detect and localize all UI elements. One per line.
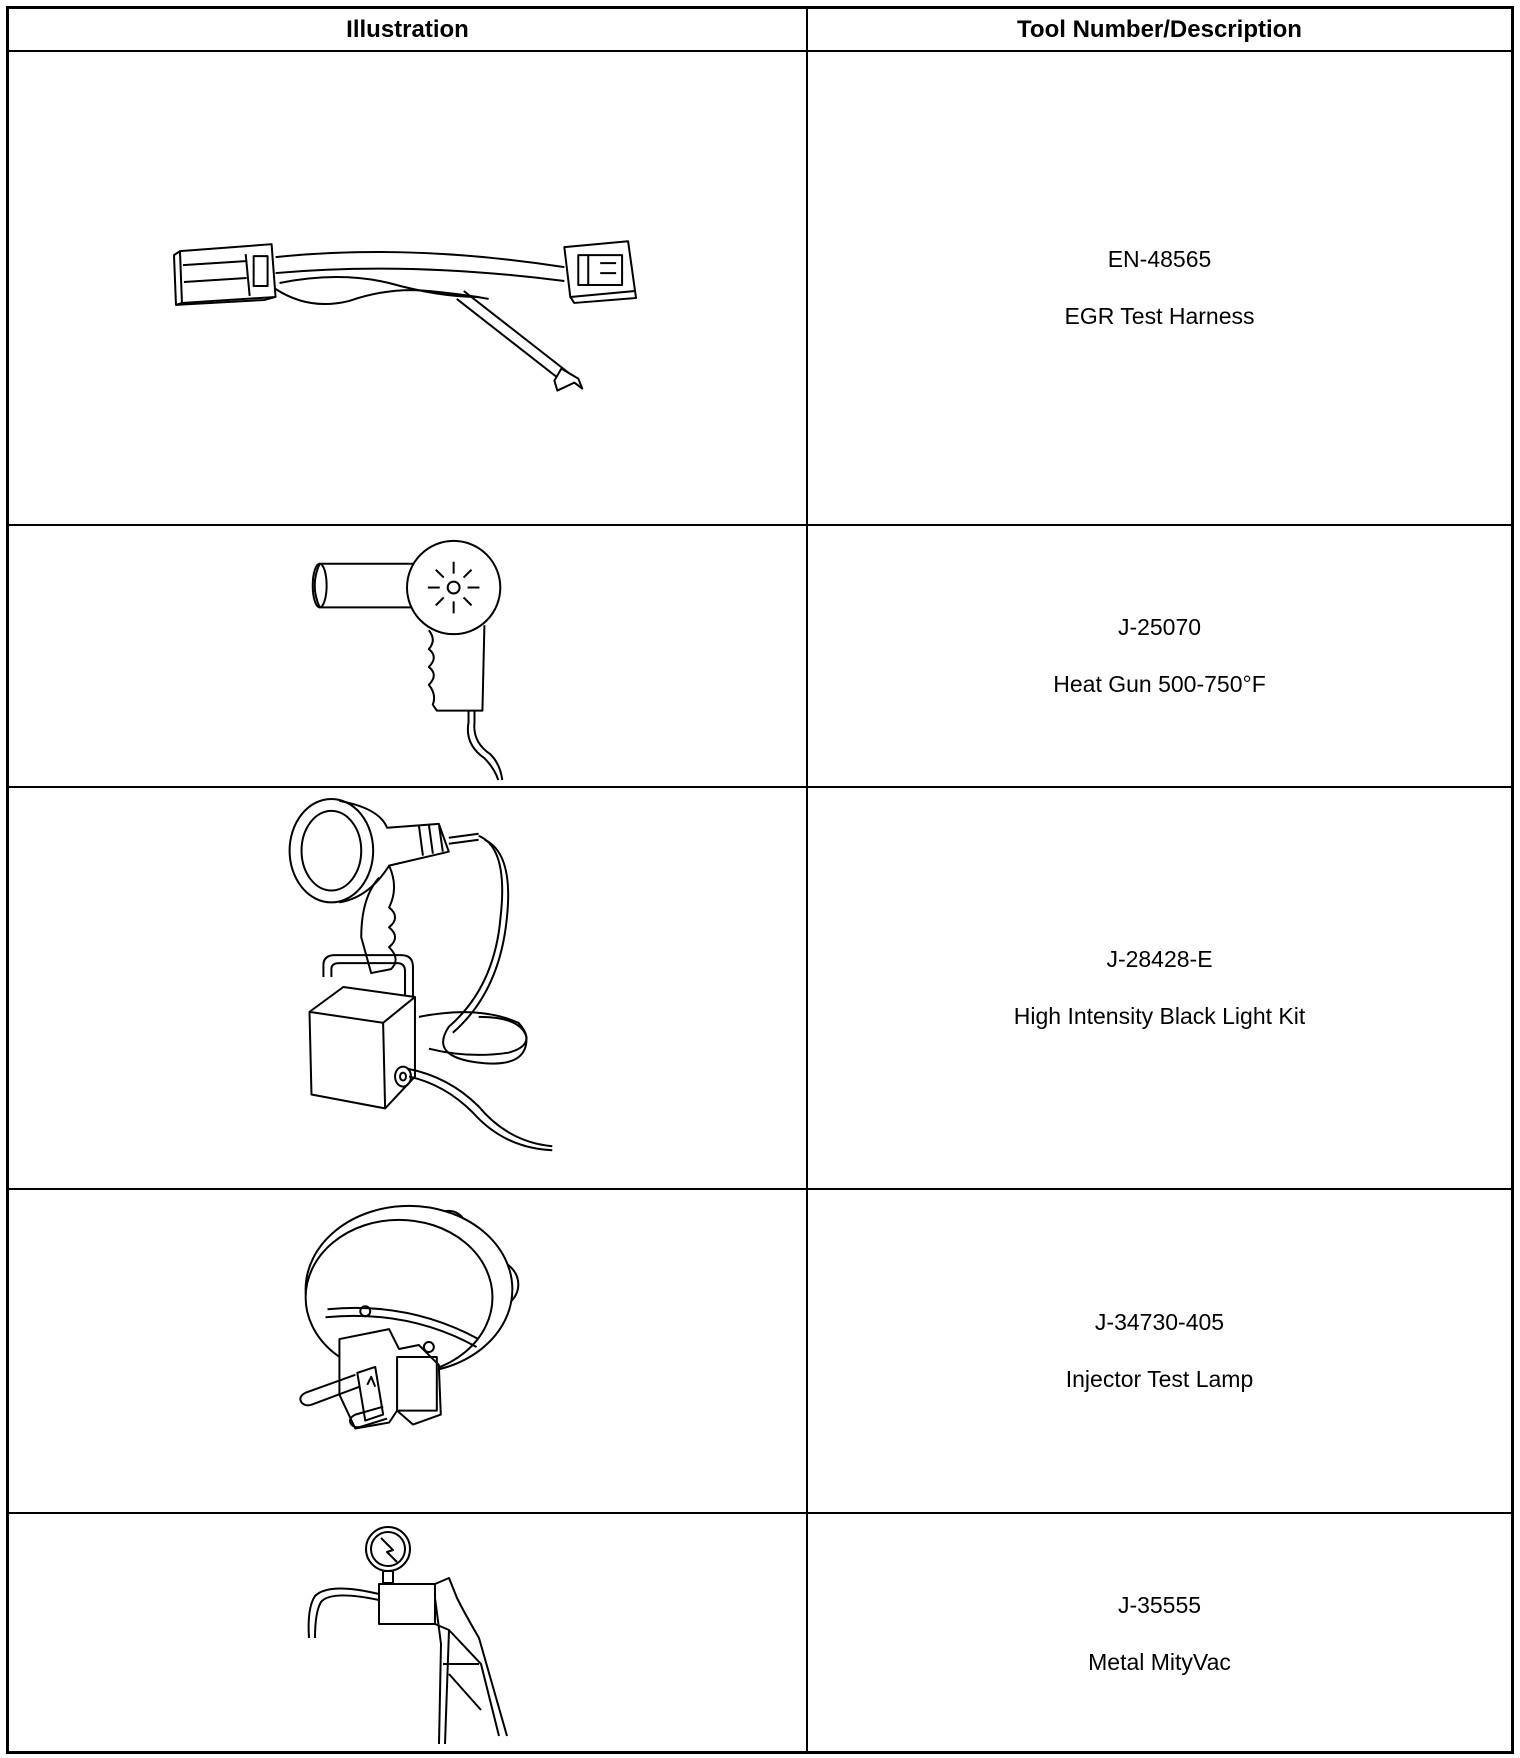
black-light-kit-illustration xyxy=(9,788,806,1188)
tool-description: EGR Test Harness xyxy=(1064,303,1255,329)
table-row xyxy=(9,526,1511,788)
header-illustration: Illustration xyxy=(346,15,469,43)
tool-description-cell xyxy=(808,788,1511,1188)
table-header xyxy=(9,9,1511,52)
tool-description-cell xyxy=(808,1190,1511,1512)
tool-number: J-25070 xyxy=(1117,614,1202,640)
tool-number: J-28428-E xyxy=(1106,946,1213,972)
tool-description: Metal MityVac xyxy=(1088,1649,1231,1675)
tool-description-cell xyxy=(808,52,1511,524)
header-tool-number-description: Tool Number/Description xyxy=(1017,15,1302,43)
tool-number: J-35555 xyxy=(1117,1592,1202,1618)
table-row xyxy=(9,52,1511,526)
egr-test-harness-illustration xyxy=(9,52,806,524)
table-row xyxy=(9,1190,1511,1514)
tool-description-cell xyxy=(808,526,1511,786)
injector-test-lamp-illustration xyxy=(9,1190,806,1512)
tool-description: Injector Test Lamp xyxy=(1065,1366,1254,1392)
tool-number: J-34730-405 xyxy=(1094,1309,1225,1335)
tool-description: Heat Gun 500-750°F xyxy=(1053,671,1266,697)
heat-gun-illustration xyxy=(9,526,806,786)
tool-description-cell xyxy=(808,1514,1511,1754)
tool-description: High Intensity Black Light Kit xyxy=(1013,1003,1306,1029)
tool-number: EN-48565 xyxy=(1107,246,1212,272)
mityvac-illustration xyxy=(9,1514,806,1754)
table-row xyxy=(9,788,1511,1190)
table-row xyxy=(9,1514,1511,1754)
special-tools-table xyxy=(6,6,1514,1754)
